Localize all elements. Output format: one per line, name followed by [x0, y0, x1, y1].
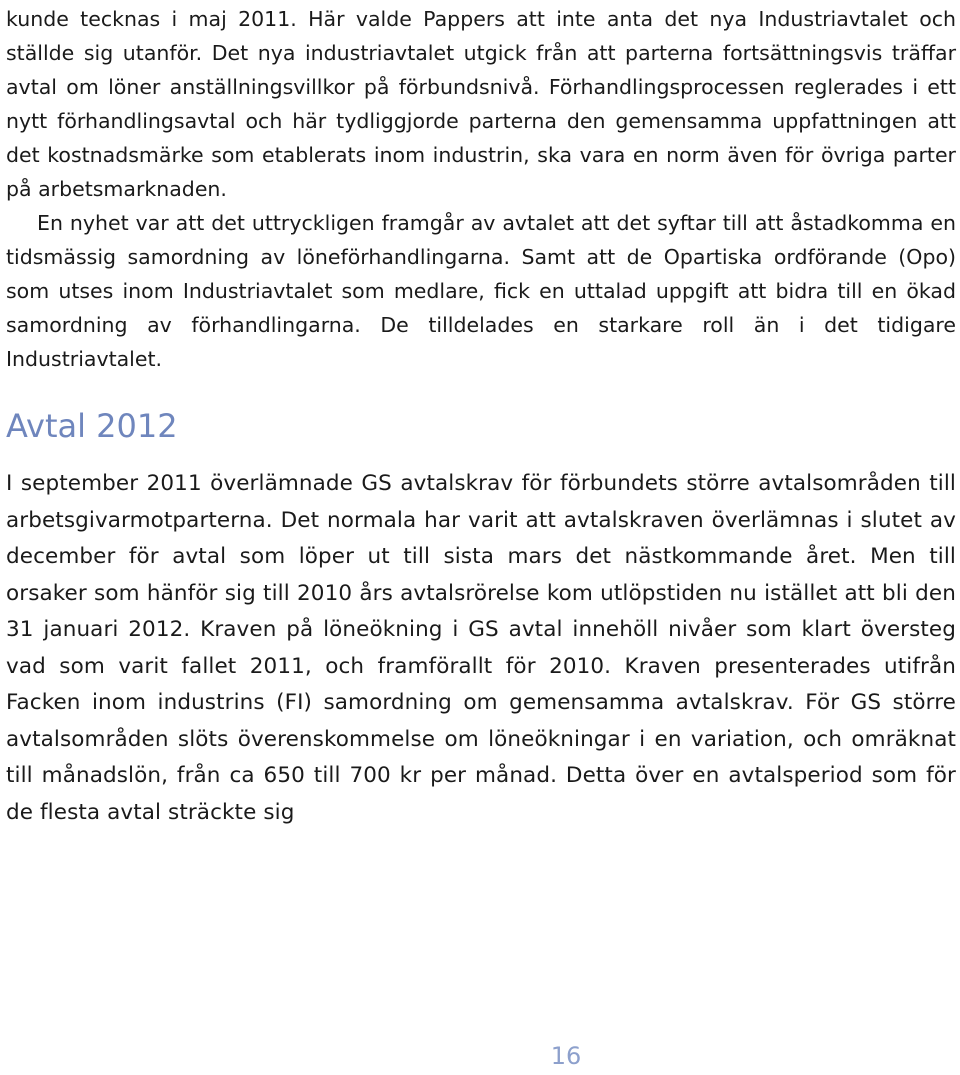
paragraph-avtal-2012: I september 2011 överlämnade GS avtalskrav för förbundets större avtalsområden till arbetsgivarmotparterna. Det normala har varit att avtalskraven överlämnas i slutet av december för avtal som löper ut till sista mars det nästkommande året. Men till orsaker som hänför sig till 2010 års avtalsrörelse kom utlöpstiden nu istället att bli den 31 januari 2012. Kraven på löneökning i GS avtal innehöll nivåer som klart översteg vad som varit fallet 2011, och framförallt för 2010. Kraven presenterades utifrån Facken inom industrins (FI) samordning om gemensamma avtalskrav. För GS större avtalsområden slöts överenskommelse om löneökningar i en variation, och omräknat till månadslön, från ca 650 till 700 kr per månad. Detta över en avtalsperiod som för de flesta avtal sträckte sig [6, 471, 956, 825]
paragraph-industriavtal-history: kunde tecknas i maj 2011. Här valde Pappers att inte anta det nya Industriavtalet och ställde sig utanför. Det nya industriavtalet utgick från att parterna fortsättningsvis träffar avtal om löner anställningsvillkor på förbundsnivå. Förhandlingsprocessen reglerades i ett nytt förhandlingsavtal och här tydliggjorde parterna den gemensamma uppfattningen att det kostnadsmärke som etablerats inom industrin, ska vara en norm även för övriga parter på arbetsmarknaden. [6, 7, 956, 201]
page-number: 16 [550, 1042, 582, 1070]
section-heading-avtal-2012: Avtal 2012 [6, 407, 178, 445]
paragraph-coordination-news: En nyhet var att det uttryckligen framgår av avtalet att det syftar till att åstadkomma en tidsmässig samordning av löneförhandlingarna. Samt att de Opartiska ordförande (Opo) som utses inom Industriavtalet som medlare, fick en uttalad uppgift att bidra till en ökad samordning av förhandlingarna. De tilldelades en starkare roll än i det tidigare Industriavtalet. [6, 211, 956, 371]
document-page [6, 0, 956, 831]
